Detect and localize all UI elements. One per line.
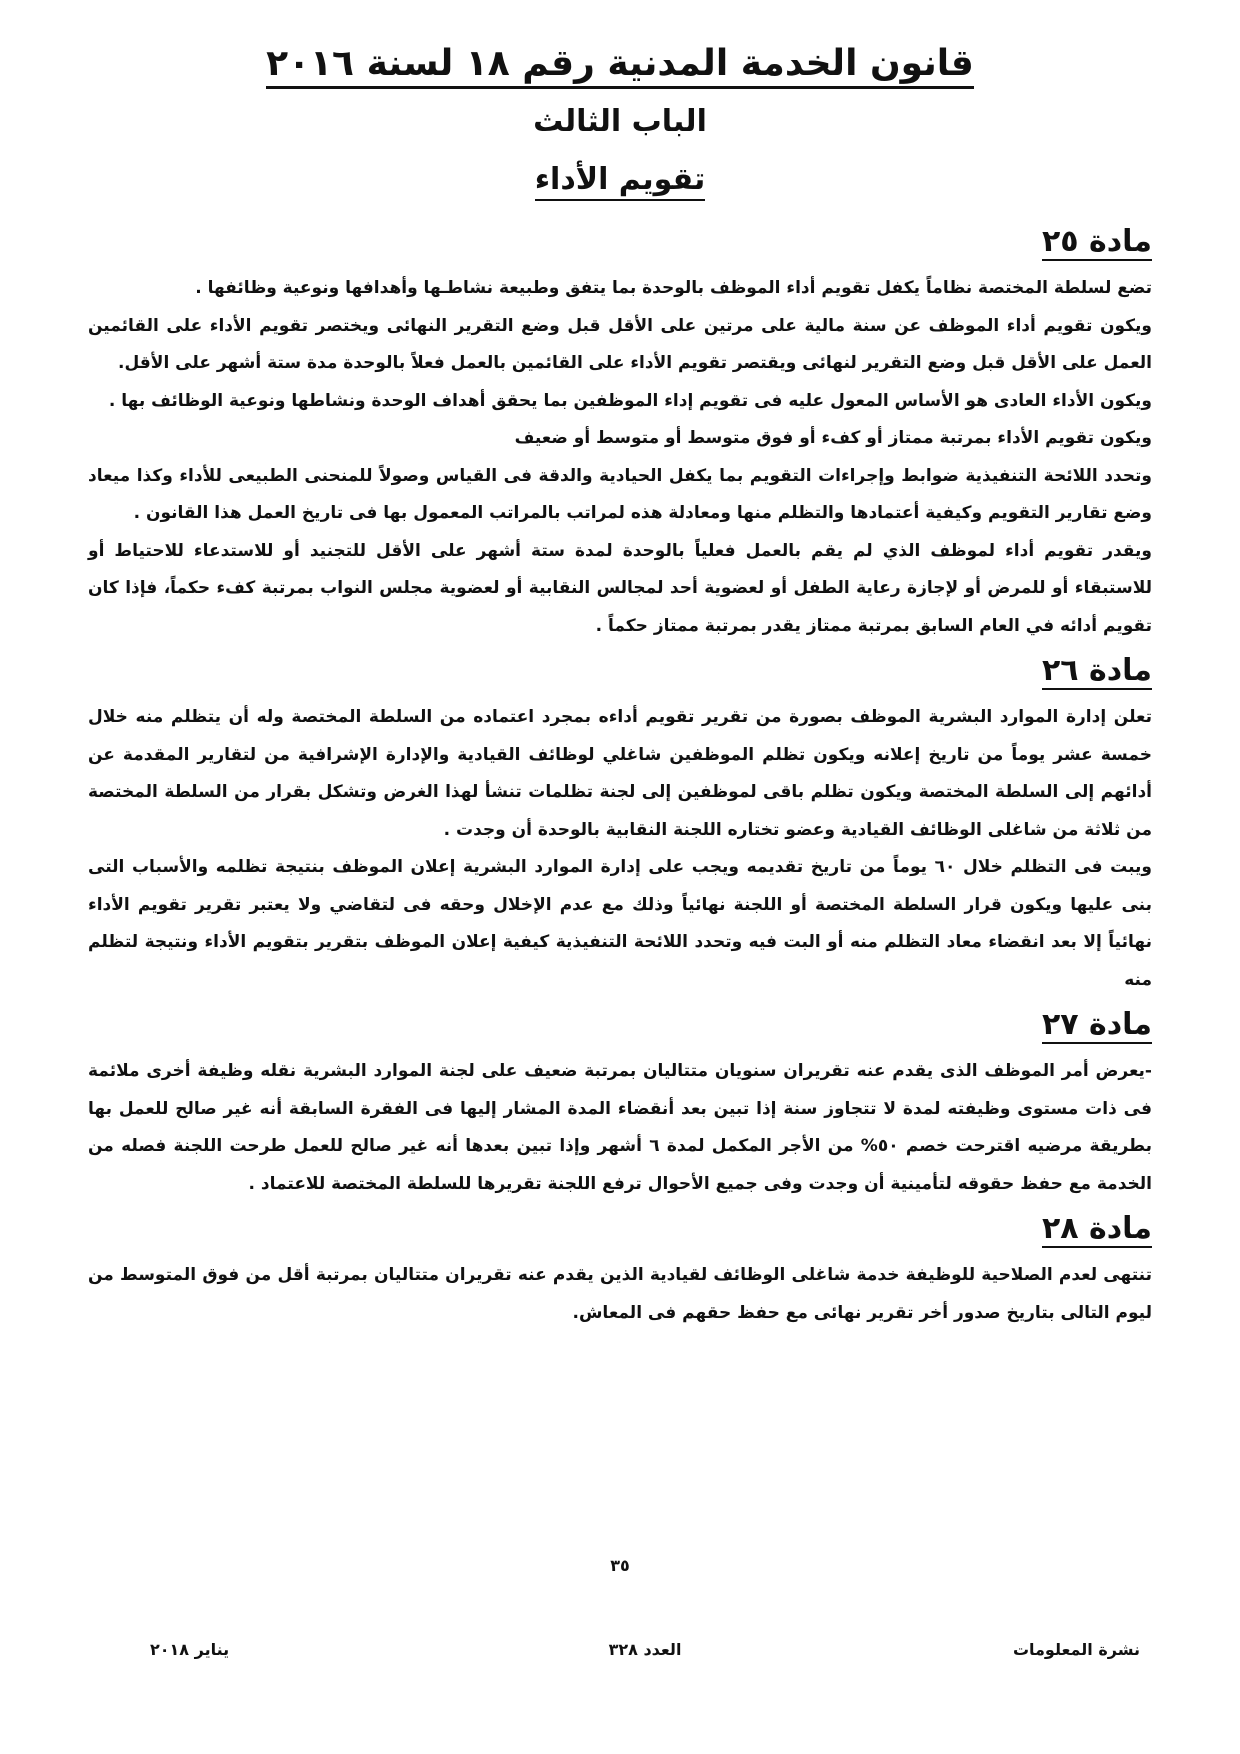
page-footer (150, 1640, 1140, 1664)
chapter-title: الباب الثالث (533, 104, 707, 139)
article-heading (88, 651, 1152, 695)
article-heading-text: مادة ٢٧ (1041, 1007, 1152, 1042)
document-title (0, 40, 1240, 88)
article-paragraph: ويقدر تقويم أداء لموظف الذي لم يقم بالعمل فعلياً بالوحدة لمدة ستة أشهر على الأقل للتجنيد أو للاستدعاء للاحتياط أو للاستبقاء أو للمرض أو لإجازة رعاية الطفل أو لعضوية أحد لمجالس النقابية أو لعضوية مجلس النواب بمرتبة كفء حكماً، فإذا كان تقويم أدائه في العام السابق بمرتبة ممتاز يقدر بمرتبة ممتاز حكماً . (88, 540, 1152, 636)
article-heading (88, 1005, 1152, 1049)
article-paragraph: ويكون تقويم أداء الموظف عن سنة مالية على مرتين على الأقل قبل وضع التقرير النهائى ويختصر تقويم الأداء على القائمين العمل على الأقل قبل وضع التقرير لنهائى ويقتصر تقويم الأداء على القائمين بالعمل فعلاً بالوحدة مدة ستة أشهر على الأقل. (88, 315, 1152, 373)
article-paragraph: وتحدد اللائحة التنفيذية ضوابط وإجراءات التقويم بما يكفل الحيادية والدقة فى القياس وصولاً للمنحنى الطبيعى للأداء وكذا ميعاد وضع تقارير التقويم وكيفية أعتمادها والتظلم منها ومعادلة هذه لمراتب بالمراتب المعمول بها فى تاريخ العمل هذا القانون . (88, 465, 1152, 523)
page-number: ٣٥ (610, 1556, 630, 1575)
document-title-text: قانون الخدمة المدنية رقم ١٨ لسنة ٢٠١٦ (266, 43, 974, 89)
article-28 (88, 1209, 1152, 1332)
article-25 (88, 222, 1152, 645)
article-paragraph: ويكون الأداء العادى هو الأساس المعول عليه فى تقويم إداء الموظفين بما يحقق أهداف الوحدة ونشاطها ونوعية الوظائف بها . (108, 390, 1152, 411)
article-26 (88, 651, 1152, 999)
chapter-subtitle-text: تقويم الأداء (535, 162, 706, 201)
article-heading (88, 222, 1152, 266)
footer-date: يناير ٢٠١٨ (150, 1640, 230, 1659)
article-heading-text: مادة ٢٦ (1041, 653, 1152, 688)
chapter-subtitle (0, 160, 1240, 200)
article-paragraph: ويبت فى التظلم خلال ٦٠ يوماً من تاريخ تقديمه ويجب على إدارة الموارد البشرية إعلان الموظف بنتيجة تظلمه والأسباب التى بنى عليها ويكون قرار السلطة المختصة أو اللجنة نهائياً وذلك مع عدم الإخلال وحقه فى لتقاضي ولا يعتبر تقرير تقويم الأداء نهائياً إلا بعد انقضاء معاد التظلم منه أو البت فيه وتحدد اللائحة التنفيذية كيفية إعلان الموظف بتقرير بتقويم الأداء ونتيجة لتظلم منه (88, 857, 1153, 990)
article-paragraph: تضع لسلطة المختصة نظاماً يكفل تقويم أداء الموظف بالوحدة بما يتفق وطبيعة نشاطـها وأهدافها ونوعية وظائفها . (195, 278, 1152, 298)
article-paragraph: ويكون تقويم الأداء بمرتبة ممتاز أو كفء أو فوق متوسط أو متوسط أو ضعيف (514, 428, 1152, 448)
article-heading-text: مادة ٢٥ (1041, 224, 1152, 259)
article-heading (88, 1209, 1152, 1253)
article-paragraph: تنتهى لعدم الصلاحية للوظيفة خدمة شاغلى الوظائف لقيادية الذين يقدم عنه تقريران متتاليان بمرتبة أقل من فوق المتوسط من ليوم التالى بتاريخ صدور أخر تقرير نهائى مع حفظ حقهم فى المعاش. (88, 1265, 1152, 1323)
article-heading-text: مادة ٢٨ (1041, 1211, 1152, 1246)
article-paragraph: -يعرض أمر الموظف الذى يقدم عنه تقريران سنويان متتاليان بمرتبة ضعيف على لجنة الموارد البشرية نقله وظيفة أخرى ملائمة فى ذات مستوى وظيفته لمدة لا تتجاوز سنة إذا تبين بعد أنقضاء المدة المشار إليها فى الفقرة السابقة أنه غير صالح للعمل بها بطريقة مرضيه اقترحت خصم ٥٠% من الأجر المكمل لمدة ٦ أشهر وإذا تبين بعدها أنه غير صالح للعمل طرحت اللجنة فصله من الخدمة مع حفظ حقوقه لتأمينية أن وجدت وفى جميع الأحوال ترفع اللجنة تقريرها للسلطة المختصة للاعتماد . (88, 1061, 1152, 1194)
footer-publication: نشرة المعلومات (1012, 1640, 1140, 1659)
article-paragraph: تعلن إدارة الموارد البشرية الموظف بصورة من تقرير تقويم أداءه بمجرد اعتماده من السلطة المختصة وله أن يتظلم منه خلال خمسة عشر يوماً من تاريخ إعلانه ويكون تظلم الموظفين شاغلي لوظائف القيادية والإدارة الإشرافية من لتقارير المقدمة عن أدائهم إلى السلطة المختصة ويكون تظلم باقى لموظفين إلى لجنة تظلمات تنشأ لهذا الغرض وتشكل بقرار من السلطة المختصة من ثلاثة من شاغلى الوظائف القيادية وعضو تختاره اللجنة النقابية بالوحدة أن وجدت . (88, 707, 1152, 840)
article-27 (88, 1005, 1152, 1203)
footer-issue: العدد ٣٢٨ (608, 1640, 682, 1659)
articles-container (88, 222, 1152, 1332)
